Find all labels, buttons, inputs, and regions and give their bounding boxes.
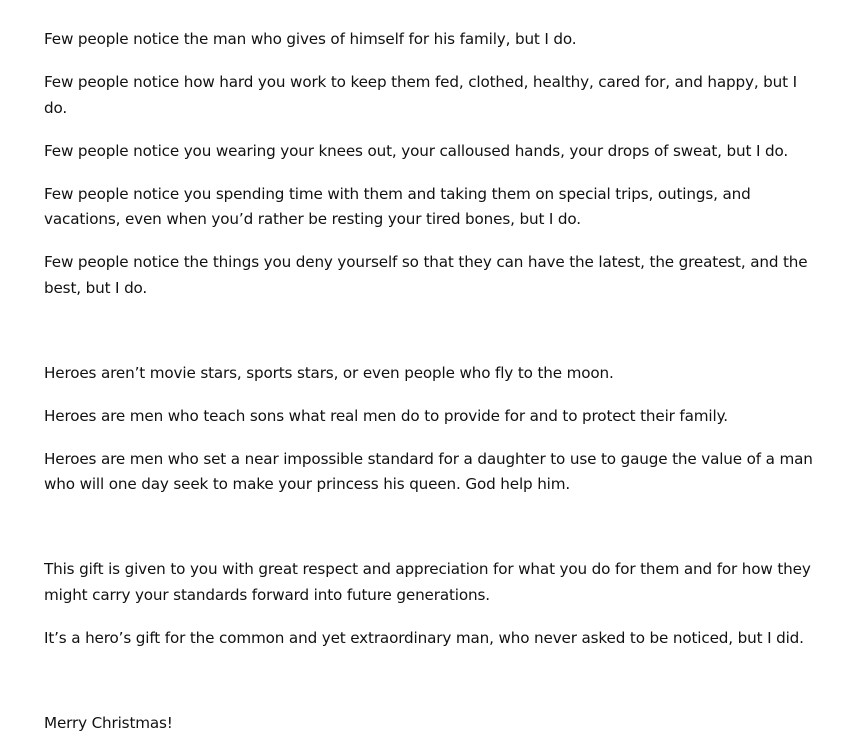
document-body	[44, 27, 819, 754]
blank-line	[44, 669, 819, 711]
paragraph-heroes-not-stars: Heroes aren’t movie stars, sports stars, or even people who fly to the moon.	[44, 363, 614, 382]
paragraph-heroes-daughter: Heroes are men who set a near impossible standard for a daughter to use to gauge the value of a man who will one day seek to make your princess his queen. God help him.	[44, 449, 813, 493]
paragraph-heros-gift: It’s a hero’s gift for the common and yet extraordinary man, who never asked to be noticed, but I did.	[44, 628, 804, 647]
paragraph-few-people-work: Few people notice how hard you work to keep them fed, clothed, healthy, cared for, and happy, but I do.	[44, 73, 797, 117]
paragraph-few-people-trips: Few people notice you spending time with them and taking them on special trips, outings, and vacations, even when you’d rather be resting your tired bones, but I do.	[44, 184, 751, 228]
paragraph-heroes-sons: Heroes are men who teach sons what real men do to provide for and to protect their family.	[44, 406, 728, 425]
paragraph-few-people-family: Few people notice the man who gives of himself for his family, but I do.	[44, 30, 577, 48]
paragraph-gift-given: This gift is given to you with great respect and appreciation for what you do for them and for how they might carry your standards forward into future generations.	[44, 560, 811, 604]
closing-greeting: Merry Christmas!	[44, 713, 173, 732]
paragraph-few-people-knees: Few people notice you wearing your knees out, your calloused hands, your drops of sweat, but I do.	[44, 141, 789, 160]
blank-line	[44, 515, 819, 557]
paragraph-few-people-deny: Few people notice the things you deny yourself so that they can have the latest, the greatest, and the best, but I do.	[44, 253, 808, 297]
blank-line	[44, 319, 819, 361]
